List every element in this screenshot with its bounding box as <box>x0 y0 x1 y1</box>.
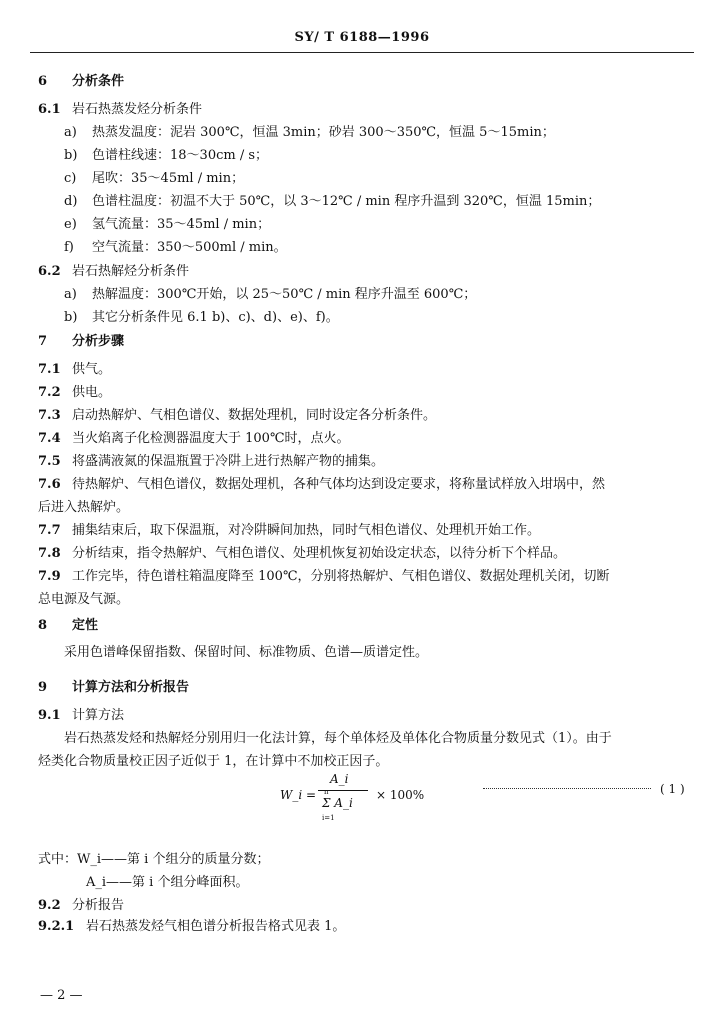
section-8-body: 采用色谱峰保留指数、保留时间、标准物质、色谱—质谱定性。 <box>64 645 429 660</box>
step-item: 7.5 将盛满液氮的保温瓶置于冷阱上进行热解产物的捕集。 <box>38 454 385 469</box>
section-6-heading: 6 分析条件 <box>38 74 125 89</box>
paragraph-line: 烃类化合物质量校正因子近似于 1，在计算中不加校正因子。 <box>38 754 389 769</box>
section-7-heading: 7 分析步骤 <box>38 334 125 349</box>
section-9-2-1: 9.2.1 岩石热蒸发烃气相色谱分析报告格式见表 1。 <box>38 919 346 934</box>
step-item: 7.7 捕集结束后，取下保温瓶，对冷阱瞬间加热，同时气相色谱仪、处理机开始工作。 <box>38 523 541 538</box>
list-item: d) 色谱柱温度：初温不大于 50℃，以 3～12℃ / min 程序升温到 320℃，恒温 15min； <box>64 194 601 209</box>
sum-lower-limit: i=1 <box>322 814 335 822</box>
list-item: f) 空气流量：350～500ml / min。 <box>64 240 287 255</box>
step-item: 7.2 供电。 <box>38 385 112 400</box>
section-8-heading: 8 定性 <box>38 618 99 633</box>
section-6-2-heading: 6.2 岩石热解烃分析条件 <box>38 264 190 279</box>
list-item: a) 热解温度：300℃开始，以 25～50℃ / min 程序升温至 600℃； <box>64 287 477 302</box>
section-9-1-heading: 9.1 计算方法 <box>38 708 125 723</box>
dot-leader <box>483 788 651 789</box>
step-item: 7.4 当火焰离子化检测器温度大于 100℃时，点火。 <box>38 431 350 446</box>
step-item: 7.3 启动热解炉、气相色谱仪、数据处理机，同时设定各分析条件。 <box>38 408 437 423</box>
step-item: 7.6 待热解炉、气相色谱仪，数据处理机，各种气体均达到设定要求，将称量试样放入坩埚中，然 <box>38 477 606 492</box>
paragraph-line: 岩石热蒸发烃和热解烃分别用归一化法计算，每个单体烃及单体化合物质量分数见式（1）。由于 <box>64 731 612 746</box>
formula-where-a: A_i——第 i 个组分峰面积。 <box>86 875 249 890</box>
formula-1: W_i = A_i n Σ A_i i=1 × 100% <box>280 772 425 822</box>
equation-number: ( 1 ) <box>660 782 685 796</box>
step-item-continuation: 后进入热解炉。 <box>38 500 130 515</box>
formula-lhs: W_i = <box>280 788 317 802</box>
formula-where-w: 式中：W_i——第 i 个组分的质量分数； <box>38 852 270 867</box>
step-item-continuation: 总电源及气源。 <box>38 592 130 607</box>
standard-code-header: SY/ T 6188—1996 <box>294 30 430 45</box>
list-item: e) 氢气流量：35～45ml / min； <box>64 217 271 232</box>
step-item: 7.1 供气。 <box>38 362 112 377</box>
page-number: — 2 — <box>40 988 83 1003</box>
formula-numerator: A_i <box>330 772 349 786</box>
formula-factor: × 100% <box>376 788 425 802</box>
section-9-heading: 9 计算方法和分析报告 <box>38 680 190 695</box>
list-item: b) 色谱柱线速：18～30cm / s； <box>64 148 269 163</box>
section-9-2-heading: 9.2 分析报告 <box>38 898 125 913</box>
sum-upper-limit: n <box>324 788 329 796</box>
list-item: a) 热蒸发温度：泥岩 300℃，恒温 3min；砂岩 300～350℃，恒温 5～15min； <box>64 125 555 140</box>
list-item: b) 其它分析条件见 6.1 b)、c)、d)、e)、f)。 <box>64 310 339 325</box>
section-6-1-heading: 6.1 岩石热蒸发烃分析条件 <box>38 102 203 117</box>
step-item: 7.9 工作完毕，待色谱柱箱温度降至 100℃，分别将热解炉、气相色谱仪、数据处理机关闭，切断 <box>38 569 610 584</box>
header-rule <box>30 52 694 53</box>
list-item: c) 尾吹：35～45ml / min； <box>64 171 245 186</box>
step-item: 7.8 分析结束，指令热解炉、气相色谱仪、处理机恢复初始设定状态，以待分析下个样品。 <box>38 546 567 561</box>
